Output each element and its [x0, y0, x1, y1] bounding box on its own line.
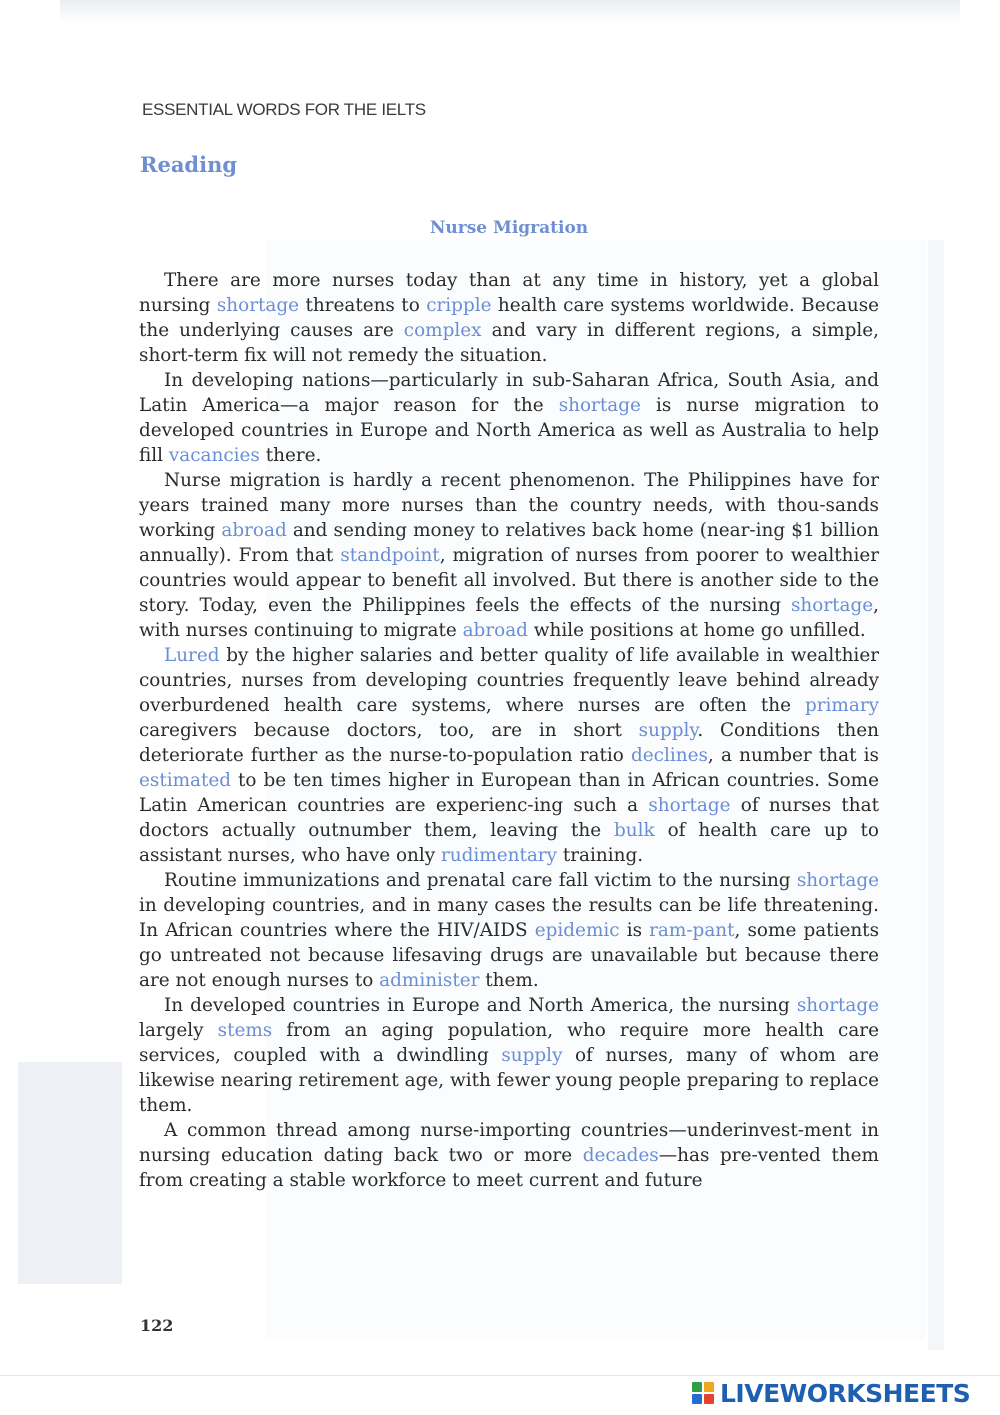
paragraph-text: A common thread among nurse-importing countries—underinvest-ment in nursing education dating back two or more — [139, 1120, 879, 1166]
paragraph-text: to be ten times higher in European than in African countries. Some Latin American countries are experienc-ing such a — [139, 770, 879, 816]
logo-tile — [692, 1382, 702, 1392]
vocabulary-word: complex — [403, 320, 482, 341]
article-paragraph — [139, 643, 879, 868]
vocabulary-word: vacancies — [168, 445, 260, 466]
paragraph-text: threatens to — [299, 295, 427, 316]
paragraph-text: health care systems worldwide. Because the underlying causes are — [139, 295, 880, 341]
paragraph-text: , migration of nurses from poorer to wealthier countries would appear to benefit all involved. But there is another side to the story. Today, even the Philippines feels the effects of the nursing — [139, 545, 880, 616]
vocabulary-word: estimated — [139, 770, 232, 791]
paragraph-text: from an aging population, who require more health care services, coupled with a dwindling — [139, 1020, 879, 1066]
paragraph-text: Routine immunizations and prenatal care fall victim to the nursing — [164, 870, 797, 891]
paragraph-text: . Conditions then deteriorate further as the nurse-to-population ratio — [139, 720, 879, 766]
paragraph-text: of health care up to assistant nurses, who have only — [139, 820, 879, 866]
paragraph-text: There are more nurses today than at any time in history, yet a global nursing — [139, 270, 879, 316]
paragraph-text: in developing countries, and in many cases the results can be life threatening. In African countries where the HIV/AIDS — [139, 895, 879, 941]
paragraph-text: of nurses that doctors actually outnumber them, leaving the — [139, 795, 880, 841]
logo-tile — [704, 1382, 714, 1392]
margin-shade-right — [928, 240, 944, 1350]
vocabulary-word: abroad — [221, 520, 287, 541]
article-paragraph — [139, 993, 879, 1118]
article-body — [139, 268, 879, 1193]
paragraph-text: caregivers because doctors, too, are in short — [139, 720, 639, 741]
vocabulary-word: administer — [379, 970, 480, 991]
brand-name: LIVEWORKSHEETS — [720, 1378, 971, 1408]
vocabulary-word: declines — [631, 745, 708, 766]
vocabulary-word: stems — [217, 1020, 273, 1041]
article-paragraph — [139, 868, 879, 993]
page-number: 122 — [140, 1316, 174, 1335]
article-paragraph — [139, 268, 879, 368]
vocabulary-word: abroad — [462, 620, 528, 641]
liveworksheets-icon — [692, 1382, 714, 1404]
vocabulary-word: shortage — [796, 995, 879, 1016]
vocabulary-word: Lured — [164, 645, 220, 666]
vocabulary-word: bulk — [614, 820, 655, 841]
paragraph-text: and vary in different regions, a simple, short-term fix will not remedy the situation. — [139, 320, 879, 366]
paragraph-text: , some patients go untreated not because lifesaving drugs are unavailable but because there are not enough nurses to — [139, 920, 880, 991]
paragraph-text: —has pre-vented them from creating a stable workforce to meet current and future — [139, 1145, 879, 1191]
logo-tile — [692, 1394, 702, 1404]
paragraph-text: training. — [557, 845, 644, 866]
paragraph-text: there. — [259, 445, 322, 466]
paragraph-text: and sending money to relatives back home (near-ing $1 billion annually). From that — [139, 520, 879, 566]
paragraph-text: In developing nations—particularly in sub-Saharan Africa, South Asia, and Latin America—a major reason for the — [139, 370, 879, 416]
vocabulary-word: standpoint — [340, 545, 440, 566]
article-paragraph — [139, 368, 879, 468]
article-paragraph — [139, 1118, 879, 1193]
paragraph-text: while positions at home go unfilled. — [527, 620, 866, 641]
article-paragraph — [139, 468, 879, 643]
vocabulary-word: epidemic — [534, 920, 620, 941]
vocabulary-word: primary — [804, 695, 879, 716]
vocabulary-word: cripple — [426, 295, 492, 316]
running-head: ESSENTIAL WORDS FOR THE IELTS — [142, 100, 426, 119]
paragraph-text: In developed countries in Europe and North America, the nursing — [164, 995, 797, 1016]
vocabulary-word: supply — [638, 720, 698, 741]
paragraph-text: of nurses, many of whom are likewise nearing retirement age, with fewer young people preparing to replace them. — [139, 1045, 879, 1116]
vocabulary-word: shortage — [790, 595, 874, 616]
section-heading: Reading — [140, 152, 238, 177]
paragraph-text: is — [619, 920, 650, 941]
vocabulary-word: shortage — [558, 395, 641, 416]
vocabulary-word: decades — [582, 1145, 659, 1166]
paragraph-text: is nurse migration to developed countries in Europe and North America as well as Australia to help fill — [139, 395, 879, 466]
paragraph-text: , a number that is — [707, 745, 879, 766]
paragraph-text: them. — [479, 970, 539, 991]
margin-shade — [18, 1062, 122, 1284]
paragraph-text: largely — [139, 1020, 218, 1041]
paragraph-text: Nurse migration is hardly a recent phenomenon. The Philippines have for years trained many more nurses than the country needs, with thou-sands working — [139, 470, 879, 541]
vocabulary-word: rudimentary — [441, 845, 557, 866]
vocabulary-word: supply — [501, 1045, 563, 1066]
liveworksheets-logo[interactable] — [692, 1376, 970, 1410]
paragraph-text: by the higher salaries and better quality of life available in wealthier countries, nurses from developing countries frequently leave behind already overburdened health care systems, where nurses are often the — [139, 645, 879, 716]
vocabulary-word: shortage — [648, 795, 731, 816]
scan-edge-shadow — [60, 0, 960, 22]
vocabulary-word: ram-pant — [649, 920, 735, 941]
vocabulary-word: shortage — [796, 870, 879, 891]
logo-tile — [704, 1394, 714, 1404]
vocabulary-word: shortage — [216, 295, 300, 316]
paragraph-text: , with nurses continuing to migrate — [139, 595, 879, 641]
article-title: Nurse Migration — [429, 218, 589, 238]
